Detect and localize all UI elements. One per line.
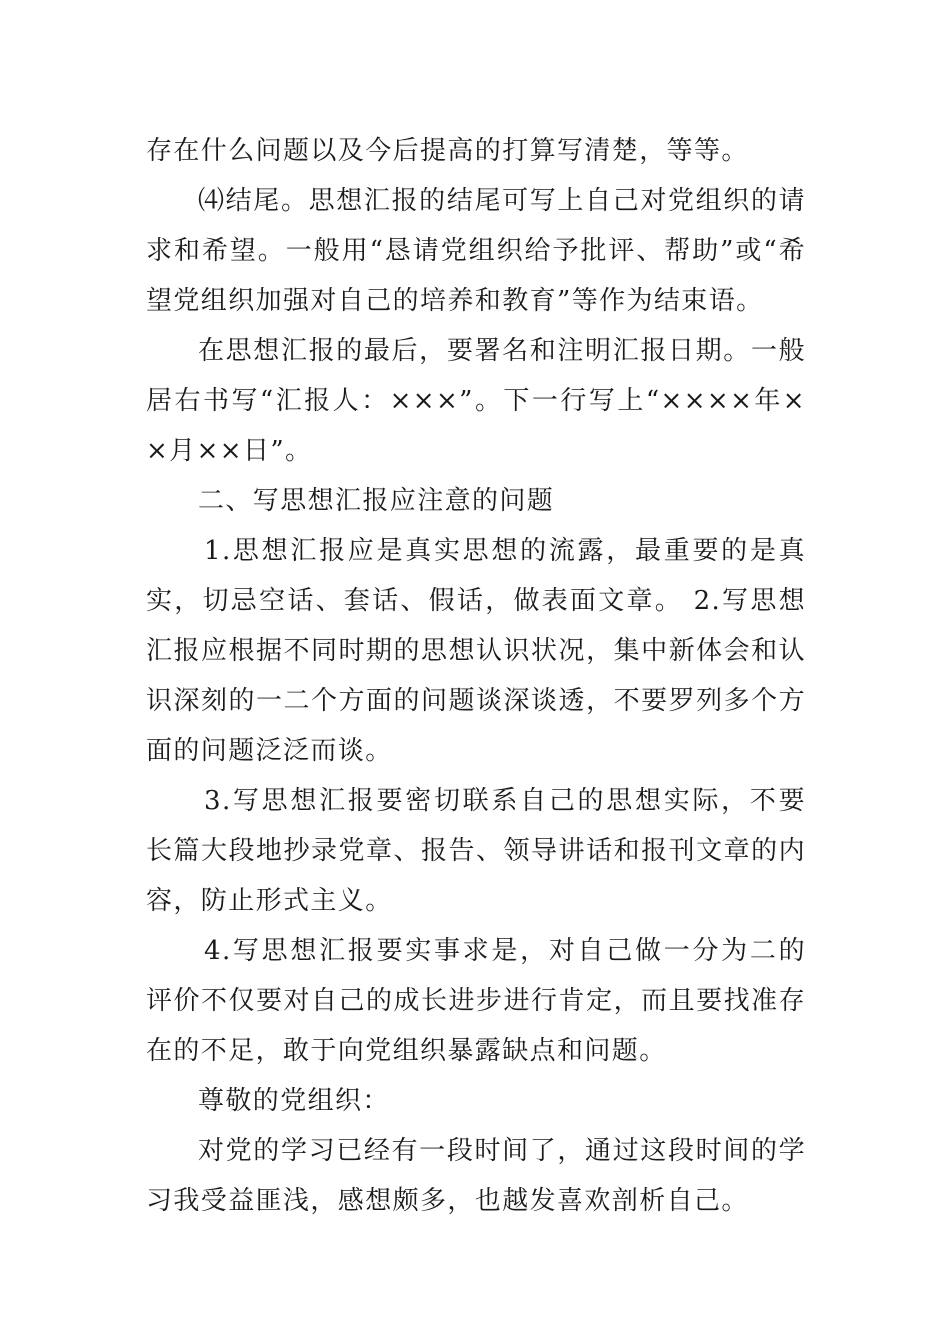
paragraph-ending: ⑷结尾。思想汇报的结尾可写上自己对党组织的请求和希望。一般用“恳请党组织给予批评、帮助”或“希望党组织加强对自己的培养和教育”等作为结束语。	[146, 186, 806, 316]
document-body	[146, 126, 806, 1226]
list-item-1-2: 1.思想汇报应是真实思想的流露，最重要的是真实，切忌空话、套话、假话，做表面文章。 2.写思想汇报应根据不同时期的思想认识状况，集中新体会和认识深刻的一二个方面的问题谈深谈透，不要罗列多个方面的问题泛泛而谈。	[146, 536, 806, 766]
section-heading: 二、写思想汇报应注意的问题	[198, 486, 555, 516]
salutation: 尊敬的党组织：	[198, 1086, 390, 1116]
list-item-3: 3.写思想汇报要密切联系自己的思想实际，不要长篇大段地抄录党章、报告、领导讲话和报刊文章的内容，防止形式主义。	[146, 786, 806, 916]
paragraph-signature: 在思想汇报的最后，要署名和注明汇报日期。一般居右书写“汇报人：×××”。下一行写上“××××年××月××日”。	[146, 336, 806, 466]
paragraph-opening: 对党的学习已经有一段时间了，通过这段时间的学习我受益匪浅，感想颇多，也越发喜欢剖析自己。	[146, 1136, 806, 1216]
paragraph-continuation: 存在什么问题以及今后提高的打算写清楚，等等。	[146, 136, 749, 166]
list-item-4: 4.写思想汇报要实事求是，对自己做一分为二的评价不仅要对自己的成长进步进行肯定，而且要找准存在的不足，敢于向党组织暴露缺点和问题。	[146, 936, 806, 1066]
